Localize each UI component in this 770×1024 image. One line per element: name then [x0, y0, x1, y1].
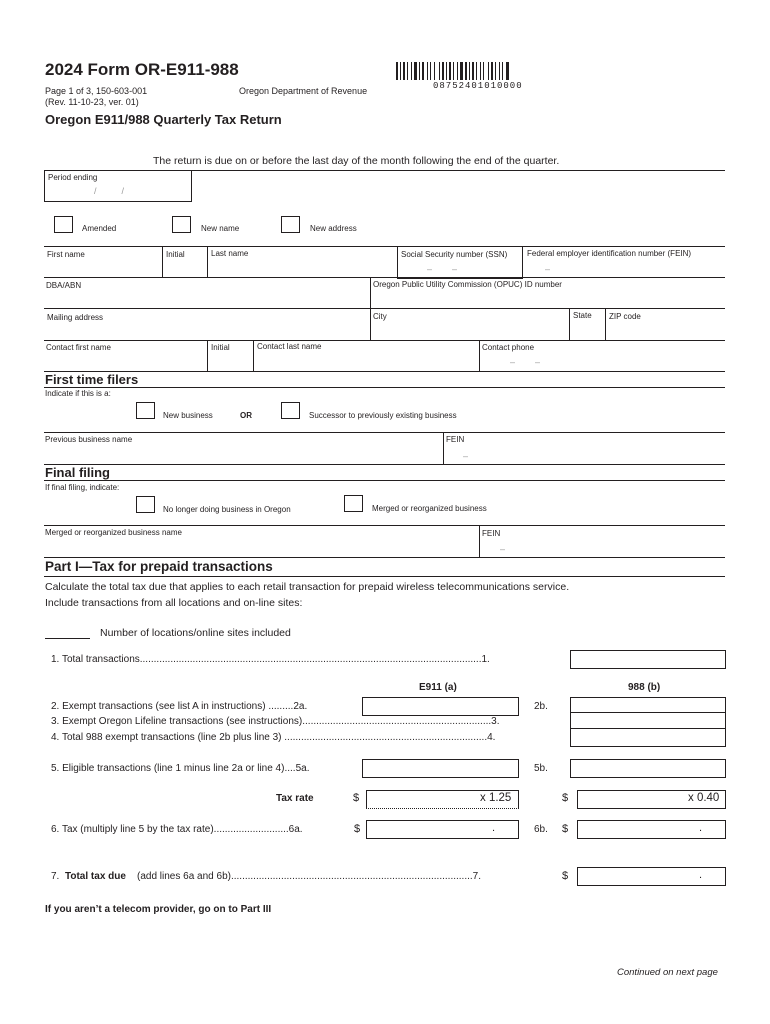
grid-line	[370, 308, 371, 340]
divider	[44, 387, 725, 388]
barcode-bar	[465, 62, 467, 80]
barcode-bar	[419, 62, 420, 80]
contact-first-label: Contact first name	[46, 343, 111, 352]
grid-line	[253, 340, 254, 371]
zip-label: ZIP code	[609, 312, 641, 321]
amended-label: Amended	[82, 224, 117, 233]
line5a-input[interactable]	[362, 759, 519, 778]
dollar-sign: $	[562, 792, 569, 804]
barcode-bar	[434, 62, 435, 80]
line1-label: 1. Total transactions...........................................................................................................................1.	[51, 654, 490, 665]
line5a-label: 5. Eligible transactions (line 1 minus line 2a or line 4)....5a.	[51, 763, 310, 774]
merged-label: Merged or reorganized business	[372, 504, 487, 513]
merged-name-label: Merged or reorganized business name	[45, 528, 182, 537]
barcode-bar	[439, 62, 440, 80]
merged-checkbox[interactable]	[344, 495, 363, 512]
barcode-bar	[469, 62, 470, 80]
city-label: City	[373, 312, 387, 321]
prev-fein-mask: –	[463, 451, 469, 461]
successor-label: Successor to previously existing business	[309, 411, 457, 420]
grid-line	[44, 308, 725, 309]
grid-line	[370, 277, 371, 308]
grid-line	[44, 464, 725, 465]
barcode-bar	[495, 62, 496, 80]
line3-label: 3. Exempt Oregon Lifeline transactions (see instructions)....................................................................3.	[51, 716, 500, 727]
line2a-label: 2. Exempt transactions (see list A in instructions) .........2a.	[51, 701, 308, 712]
tax-rate-label: Tax rate	[276, 793, 314, 804]
line4-input[interactable]	[570, 728, 726, 747]
grid-line	[44, 525, 725, 526]
barcode-bar	[449, 62, 451, 80]
line1-input[interactable]	[570, 650, 726, 669]
first-time-heading: First time filers	[45, 372, 139, 387]
ssn-mask: – –	[427, 264, 458, 274]
line7-num: 7.	[51, 871, 60, 882]
dba-label: DBA/ABN	[46, 281, 82, 290]
new-address-checkbox[interactable]	[281, 216, 300, 233]
barcode-bar	[442, 62, 444, 80]
first-time-prompt: Indicate if this is a:	[45, 389, 111, 398]
barcode-bar	[502, 62, 503, 80]
period-ending-label: Period ending	[48, 173, 98, 182]
ssn-label: Social Security number (SSN)	[401, 250, 508, 259]
last-name-label: Last name	[211, 249, 249, 258]
barcode-bar	[422, 62, 424, 80]
barcode-bar	[476, 62, 477, 80]
col-a-header: E911 (a)	[419, 682, 457, 693]
new-business-label: New business	[163, 411, 213, 420]
barcode-bar	[453, 62, 454, 80]
new-business-checkbox[interactable]	[136, 402, 155, 419]
barcode-bar	[460, 62, 463, 80]
barcode-bar	[499, 62, 500, 80]
barcode-bar	[506, 62, 509, 80]
contact-initial-label: Initial	[211, 343, 230, 352]
line5b-input[interactable]	[570, 759, 726, 778]
barcode-bar	[400, 62, 401, 80]
barcode-number: 08752401010000	[433, 81, 523, 91]
revision: (Rev. 11-10-23, ver. 01)	[45, 97, 139, 107]
barcode-bar	[414, 62, 417, 80]
barcode	[396, 62, 566, 80]
new-address-label: New address	[310, 224, 357, 233]
grid-line	[207, 340, 208, 371]
grid-line	[44, 557, 725, 558]
line7-bold-label: Total tax due	[65, 871, 126, 882]
locations-input[interactable]	[45, 638, 90, 639]
grid-line	[207, 246, 208, 277]
line2a-input[interactable]	[362, 697, 519, 716]
first-name-input[interactable]	[44, 246, 162, 277]
barcode-bar	[488, 62, 489, 80]
grid-line	[162, 246, 163, 277]
line7-input[interactable]	[577, 867, 726, 886]
grid-line	[479, 525, 480, 557]
barcode-bar	[483, 62, 484, 80]
prev-fein-label: FEIN	[446, 435, 465, 444]
decimal-point: .	[699, 822, 703, 834]
grid-line	[479, 340, 480, 371]
part1-desc-1: Calculate the total tax due that applies to each retail transaction for prepaid wireless telecommunications service.	[45, 581, 570, 593]
barcode-bar	[403, 62, 405, 80]
new-name-label: New name	[201, 224, 240, 233]
barcode-bar	[411, 62, 412, 80]
grid-line	[605, 308, 606, 340]
barcode-bar	[427, 62, 428, 80]
dollar-sign: $	[353, 792, 360, 804]
footer-continued: Continued on next page	[617, 967, 718, 978]
agency: Oregon Department of Revenue	[239, 86, 368, 96]
line4-label: 4. Total 988 exempt transactions (line 2b plus line 3) .........................................................................4.	[51, 732, 496, 743]
period-date-separators: / /	[94, 186, 125, 196]
merged-fein-mask: –	[500, 544, 506, 554]
no-longer-checkbox[interactable]	[136, 496, 155, 513]
barcode-bar	[430, 62, 431, 80]
barcode-bar	[491, 62, 493, 80]
col-b-header: 988 (b)	[628, 682, 661, 693]
contact-phone-label: Contact phone	[482, 343, 535, 352]
prev-name-label: Previous business name	[45, 435, 133, 444]
grid-line	[569, 308, 570, 340]
grid-line	[44, 340, 725, 341]
line2b-label: 2b.	[534, 701, 548, 712]
form-subtitle: Oregon E911/988 Quarterly Tax Return	[45, 112, 282, 127]
line6a-input[interactable]	[366, 820, 519, 839]
part1-desc-2: Include transactions from all locations and on-line sites:	[45, 597, 303, 609]
divider	[44, 576, 725, 577]
grid-line	[44, 277, 725, 278]
decimal-point: .	[492, 822, 496, 834]
no-longer-label: No longer doing business in Oregon	[163, 505, 291, 514]
final-prompt: If final filing, indicate:	[45, 483, 120, 492]
grid-line	[443, 432, 444, 464]
not-provider-note: If you aren’t a telecom provider, go on to Part III	[45, 904, 272, 915]
line6a-label: 6. Tax (multiply line 5 by the tax rate)...........................6a.	[51, 824, 303, 835]
barcode-bar	[446, 62, 447, 80]
grid-line	[44, 371, 725, 372]
barcode-bar	[396, 62, 398, 80]
part1-heading: Part I—Tax for prepaid transactions	[45, 559, 273, 574]
rate-a-value: x 1.25	[480, 792, 512, 804]
divider	[44, 480, 725, 481]
first-name-label: First name	[47, 250, 85, 259]
amended-checkbox[interactable]	[54, 216, 73, 233]
fein-mask: –	[545, 264, 551, 274]
rate-b-value: x 0.40	[688, 792, 720, 804]
state-label: State	[573, 311, 592, 320]
dollar-sign: $	[562, 870, 569, 882]
line5b-label: 5b.	[534, 763, 548, 774]
initial-label: Initial	[166, 250, 185, 259]
barcode-bar	[472, 62, 474, 80]
line7-label: (add lines 6a and 6b).......................................................................................7.	[137, 871, 482, 882]
merged-fein-label: FEIN	[482, 529, 501, 538]
fein-label: Federal employer identification number (FEIN)	[527, 249, 692, 258]
line6b-label: 6b.	[534, 824, 548, 835]
barcode-bar	[407, 62, 408, 80]
due-notice: The return is due on or before the last day of the month following the end of the quarter.	[153, 155, 560, 167]
locations-label: Number of locations/online sites included	[100, 627, 291, 639]
final-filing-heading: Final filing	[45, 465, 110, 480]
decimal-point: .	[699, 869, 703, 881]
grid-line	[44, 432, 725, 433]
opuc-label: Oregon Public Utility Commission (OPUC) ID number	[373, 280, 562, 289]
phone-mask: – –	[510, 357, 541, 367]
or-label: OR	[240, 411, 252, 420]
page-info: Page 1 of 3, 150-603-001	[45, 86, 148, 96]
contact-last-label: Contact last name	[257, 342, 322, 351]
dollar-sign: $	[562, 823, 569, 835]
barcode-bar	[480, 62, 481, 80]
new-name-checkbox[interactable]	[172, 216, 191, 233]
line6b-input[interactable]	[577, 820, 726, 839]
dollar-sign: $	[354, 823, 361, 835]
mailing-label: Mailing address	[47, 313, 104, 322]
form-title: 2024 Form OR-E911-988	[45, 60, 239, 79]
barcode-bar	[457, 62, 458, 80]
successor-checkbox[interactable]	[281, 402, 300, 419]
